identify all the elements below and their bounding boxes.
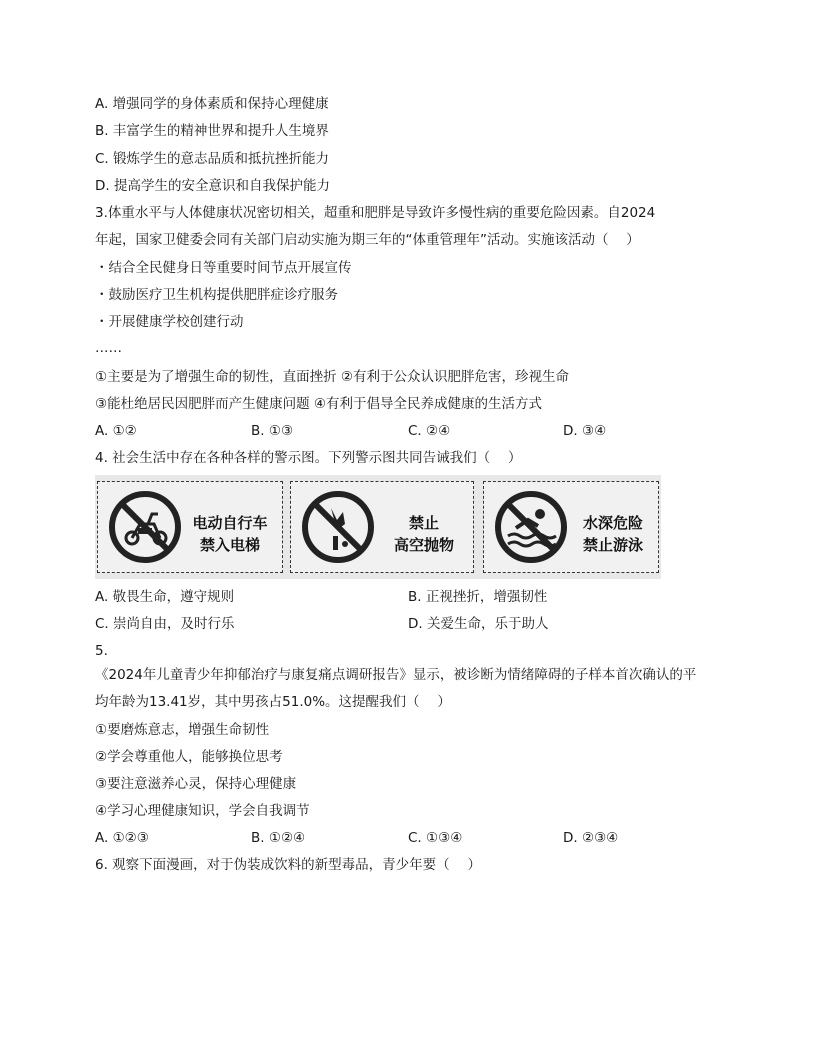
q2-option-c: C. 锻炼学生的意志品质和抵抗挫折能力 [95,151,330,167]
q3-ellipsis: …… [95,340,122,356]
sign-3-line2: 禁止游泳 [582,536,643,554]
q5-choice-d: D. ②③④ [563,830,619,846]
q6-stem: 6. 观察下面漫画，对于伪装成饮料的新型毒品，青少年要（ ） [95,857,481,873]
throwing-prohibited-icon [301,490,375,564]
q5-choice-a: A. ①②③ [95,830,149,846]
q3-choice-c: C. ②④ [408,423,451,439]
q4-choice-a: A. 敬畏生命，遵守规则 [95,589,235,605]
q5-statement-1: ①要磨炼意志，增强生命韧性 [95,722,270,738]
sign-3-text [572,512,654,556]
q3-stem-line1: 3.体重水平与人体健康状况密切相关，超重和肥胖是导致许多慢性病的重要危险因素。自2024 [95,205,656,221]
q5-stem-line2: 均年龄为13.41岁，其中男孩占51.0%。这提醒我们（ ） [95,694,451,710]
warning-sign-swimming [483,481,659,573]
q3-bullet-1: ・结合全民健身日等重要时间节点开展宣传 [95,260,352,276]
sign-2-line1: 禁止 [408,514,439,532]
q3-bullet-2: ・鼓励医疗卫生机构提供肥胖症诊疗服务 [95,287,338,303]
q5-choice-c: C. ①③④ [408,830,463,846]
q3-choice-a: A. ①② [95,423,137,439]
q2-option-b: B. 丰富学生的精神世界和提升人生境界 [95,123,329,139]
q3-stem-line2: 年起，国家卫健委会同有关部门启动实施为期三年的“体重管理年”活动。实施该活动（ ） [95,232,640,248]
sign-1-text [184,512,276,556]
q2-option-a: A. 增强同学的身体素质和保持心理健康 [95,96,329,112]
swimming-prohibited-icon [494,490,568,564]
q3-statement-2: ③能杜绝居民因肥胖而产生健康问题 ④有利于倡导全民养成健康的生活方式 [95,396,542,412]
q3-choice-d: D. ③④ [563,423,607,439]
e-bike-prohibited-icon [108,490,182,564]
q4-stem: 4. 社会生活中存在各种各样的警示图。下列警示图共同告诫我们（ ） [95,450,522,466]
warning-sign-ebike [97,481,283,573]
q5-statement-3: ③要注意滋养心灵，保持心理健康 [95,776,297,792]
q5-statement-2: ②学会尊重他人，能够换位思考 [95,749,283,765]
q5-number: 5. [95,643,108,659]
sign-1-line2: 禁入电梯 [199,536,260,554]
q4-choice-c: C. 崇尚自由，及时行乐 [95,616,235,632]
q5-stem-line1: 《2024年儿童青少年抑郁治疗与康复痛点调研报告》显示，被诊断为情绪障碍的子样本首次确认的平 [95,667,697,683]
sign-2-text [381,512,467,556]
q4-choice-b: B. 正视挫折，增强韧性 [408,589,548,605]
sign-2-line2: 高空抛物 [393,536,454,554]
q4-choice-d: D. 关爱生命，乐于助人 [408,616,549,632]
sign-3-line1: 水深危险 [582,514,643,532]
q3-choice-b: B. ①③ [251,423,294,439]
warning-signs-figure [95,475,661,579]
q2-option-d: D. 提高学生的安全意识和自我保护能力 [95,178,330,194]
q5-statement-4: ④学习心理健康知识，学会自我调节 [95,803,310,819]
q3-statement-1: ①主要是为了增强生命的韧性，直面挫折 ②有利于公众认识肥胖危害，珍视生命 [95,369,569,385]
warning-sign-throwing [290,481,474,573]
q3-bullet-3: ・开展健康学校创建行动 [95,314,244,330]
q5-choice-b: B. ①②④ [251,830,306,846]
sign-1-line1: 电动自行车 [192,514,268,532]
